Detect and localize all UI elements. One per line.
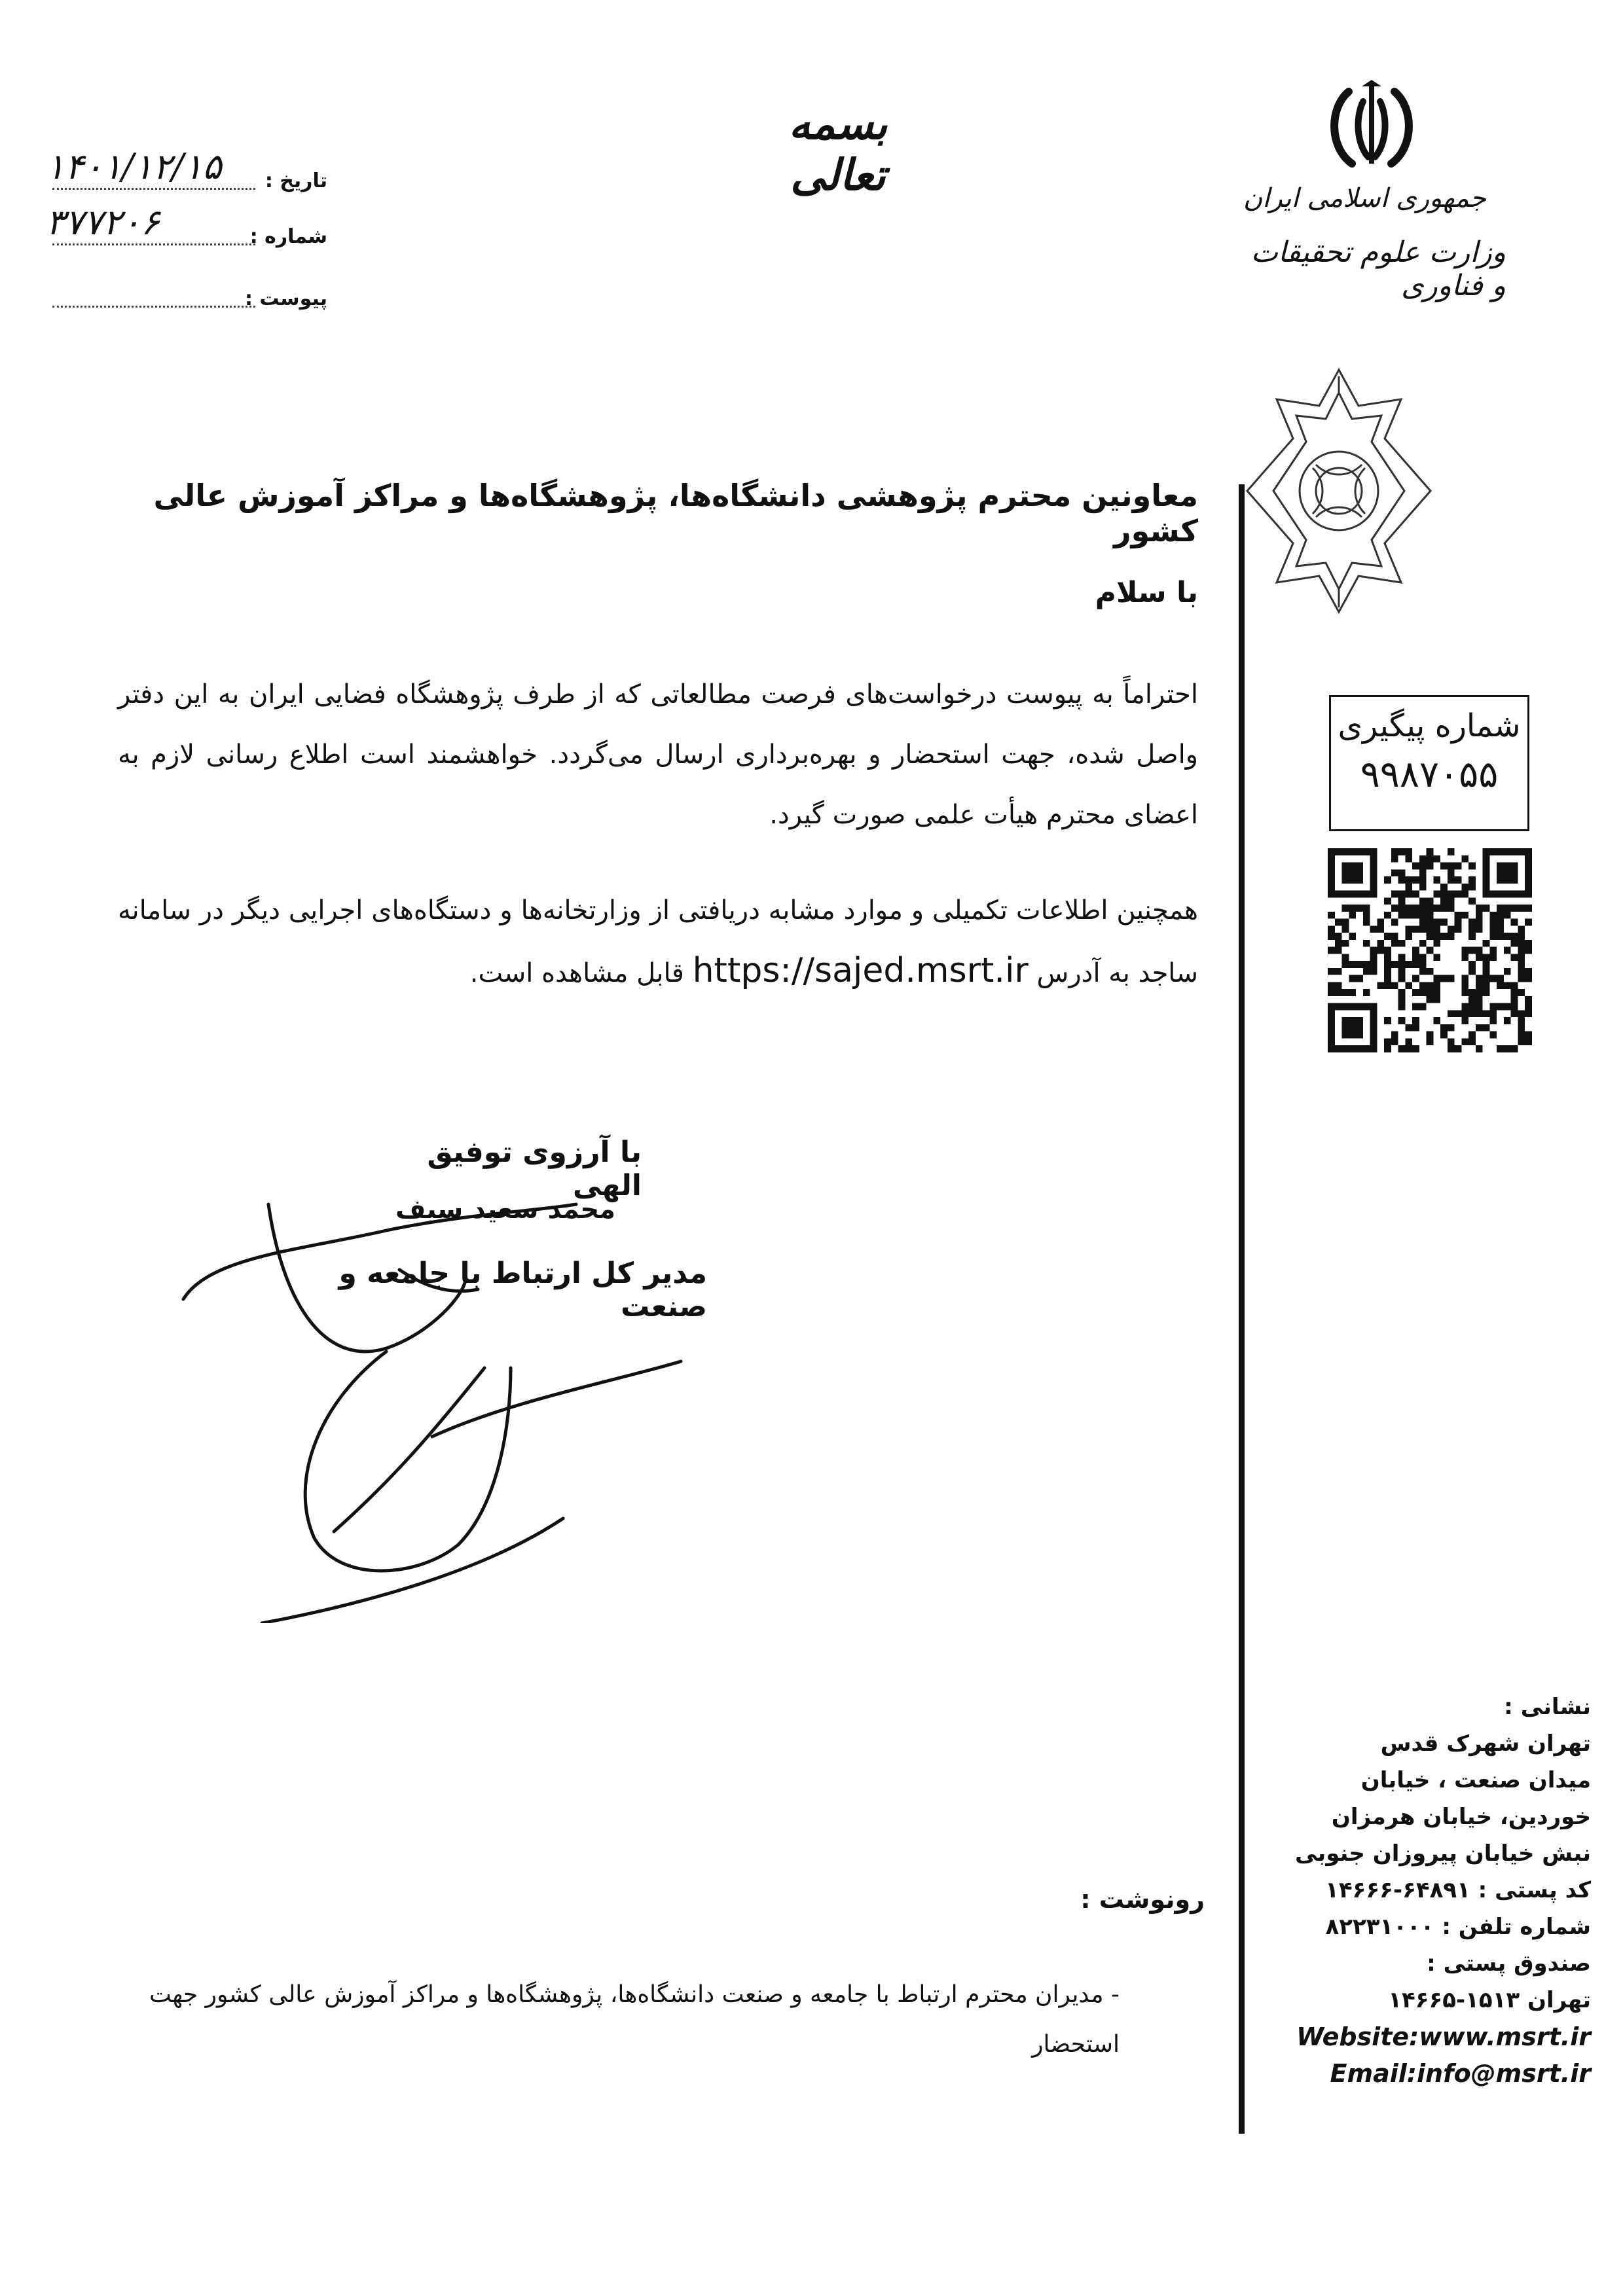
- signer-title: مدیر کل ارتباط با جامعه و صنعت: [338, 1257, 707, 1323]
- closing-phrase: با آرزوی توفیق الهی: [427, 1136, 642, 1202]
- tracking-label: شماره پیگیری: [1338, 708, 1521, 744]
- signer-name: محمد سعید سیف: [395, 1194, 615, 1225]
- address-line: تهران شهرک قدس: [1380, 1731, 1591, 1757]
- address-block: [1283, 1689, 1591, 2092]
- tracking-number: ۹۹۸۷۰۵۵: [1360, 753, 1499, 796]
- sajed-url-link[interactable]: https://sajed.msrt.ir: [692, 951, 1029, 990]
- greeting: با سلام: [1095, 576, 1198, 609]
- iran-emblem-icon: [1322, 79, 1421, 177]
- date-line: [52, 188, 255, 190]
- body-paragraph-1: احتراماً به پیوست درخواست‌های فرصت مطالعاتی که از طرف پژوهشگاه فضایی ایران به این دفتر واصل شده، جهت استحضار و بهره‌برداری ارسال می‌گردد. خواهشمند است اطلاع رسانی لازم به اعضای محترم هیأت علمی صورت گیرد.: [118, 679, 1198, 830]
- postal-code-line: کد پستی : ۶۴۸۹۱-۱۴۶۶۶: [1325, 1877, 1591, 1903]
- date-value: ۱۴۰۱/۱۲/۱۵: [46, 146, 222, 187]
- body-paragraph-2: [118, 880, 1198, 1003]
- recipient-line: معاونین محترم پژوهشی دانشگاه‌ها، پژوهشگاه‌ها و مراکز آموزش عالی کشور: [153, 478, 1198, 548]
- date-field: [39, 146, 327, 196]
- website-link[interactable]: Website:www.msrt.ir: [1296, 2022, 1591, 2051]
- islamic-ornament-icon: [1244, 367, 1434, 615]
- basmala: بسمه تعالی: [788, 98, 888, 200]
- address-line: میدان صنعت ، خیابان: [1360, 1767, 1591, 1793]
- date-label: تاریخ :: [264, 170, 327, 192]
- qr-code-icon: [1328, 848, 1532, 1052]
- number-label: شماره :: [249, 225, 327, 248]
- number-line: [52, 243, 255, 245]
- paragraph-2-text-start: همچنین اطلاعات تکمیلی و موارد مشابه دریافتی از وزارتخانه‌ها و دستگاه‌های اجرایی دیگر در سامانه ساجد به آدرس: [118, 895, 1198, 988]
- po-box-label: صندوق پستی :: [1427, 1950, 1591, 1977]
- number-field: [39, 202, 327, 252]
- republic-name: جمهوری اسلامی ایران: [1243, 183, 1486, 213]
- ministry-name: وزارت علوم تحقیقات و فناوری: [1250, 236, 1506, 302]
- phone-line: شماره تلفن : ۸۲۲۳۱۰۰۰: [1325, 1914, 1591, 1940]
- address-line: نبش خیابان پیروزان جنوبی: [1295, 1840, 1591, 1867]
- address-line: نشانی :: [1504, 1694, 1591, 1720]
- po-box-line: تهران ۱۵۱۳-۱۴۶۶۵: [1388, 1987, 1591, 2013]
- attachment-line: [52, 306, 255, 308]
- number-value: ۳۷۷۲۰۶: [46, 202, 160, 243]
- cc-item: - مدیران محترم ارتباط با جامعه و صنعت دانشگاه‌ها، پژوهشگاه‌ها و مراکز آموزش عالی کشور جهت استحضار: [149, 1981, 1120, 2058]
- tracking-box: [1329, 695, 1529, 831]
- attachment-label: پیوست :: [244, 287, 327, 310]
- cc-label: رونوشت :: [1080, 1885, 1205, 1914]
- vertical-divider: [1239, 484, 1245, 2134]
- address-line: خوردین، خیابان هرمزان: [1331, 1804, 1591, 1830]
- email-link[interactable]: Email:info@msrt.ir: [1330, 2059, 1591, 2088]
- attachment-field: [39, 275, 327, 314]
- paragraph-2-text-end: قابل مشاهده است.: [469, 958, 693, 988]
